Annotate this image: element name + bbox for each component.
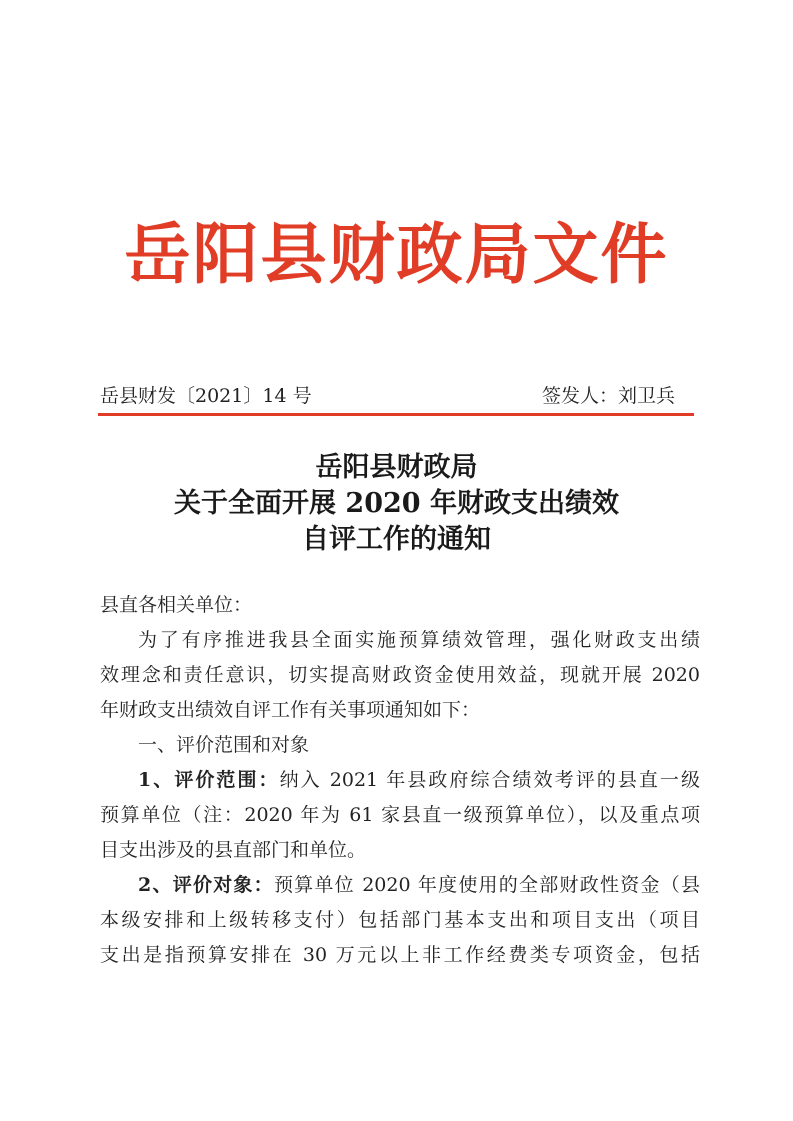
paragraph-line: 目支出涉及的县直部门和单位。: [100, 839, 367, 861]
paragraph-text: 纳入 2021 年县政府综合绩效考评的县直一级: [279, 769, 700, 791]
document-body: [100, 588, 700, 973]
paragraph-line: 为了有序推进我县全面实施预算绩效管理，强化财政支出绩: [138, 629, 700, 651]
section-heading: 一、评价范围和对象: [138, 734, 310, 756]
item-2-first-line: [100, 868, 700, 903]
item-2-label: 2、评价对象：: [138, 874, 274, 896]
title-line: 岳阳县财政局: [315, 452, 478, 483]
item-1-label: 1、评价范围：: [138, 769, 280, 791]
document-title: [0, 450, 793, 558]
paragraph-line: 年财政支出绩效自评工作有关事项通知如下：: [100, 699, 481, 721]
title-line: 关于全面开展 2020 年财政支出绩效: [174, 488, 619, 519]
item-1-first-line: [100, 763, 700, 798]
document-number: 岳县财发〔2021〕14 号: [100, 385, 312, 407]
paragraph-line: 预算单位（注：2020 年为 61 家县直一级预算单位），以及重点项: [100, 804, 700, 826]
paragraph-line: 本级安排和上级转移支付）包括部门基本支出和项目支出（项目: [100, 909, 700, 931]
paragraph-line: 支出是指预算安排在 30 万元以上非工作经费类专项资金，包括: [100, 944, 700, 966]
paragraph-line: 效理念和责任意识，切实提高财政资金使用效益，现就开展 2020: [100, 664, 700, 686]
salutation: 县直各相关单位：: [100, 594, 253, 616]
red-divider-line: [98, 413, 694, 416]
signer: 签发人：刘卫兵: [541, 385, 675, 407]
document-masthead: 岳阳县财政局文件: [124, 216, 669, 293]
title-line: 自评工作的通知: [302, 524, 491, 555]
paragraph-text: 预算单位 2020 年度使用的全部财政性资金（县: [273, 874, 700, 896]
